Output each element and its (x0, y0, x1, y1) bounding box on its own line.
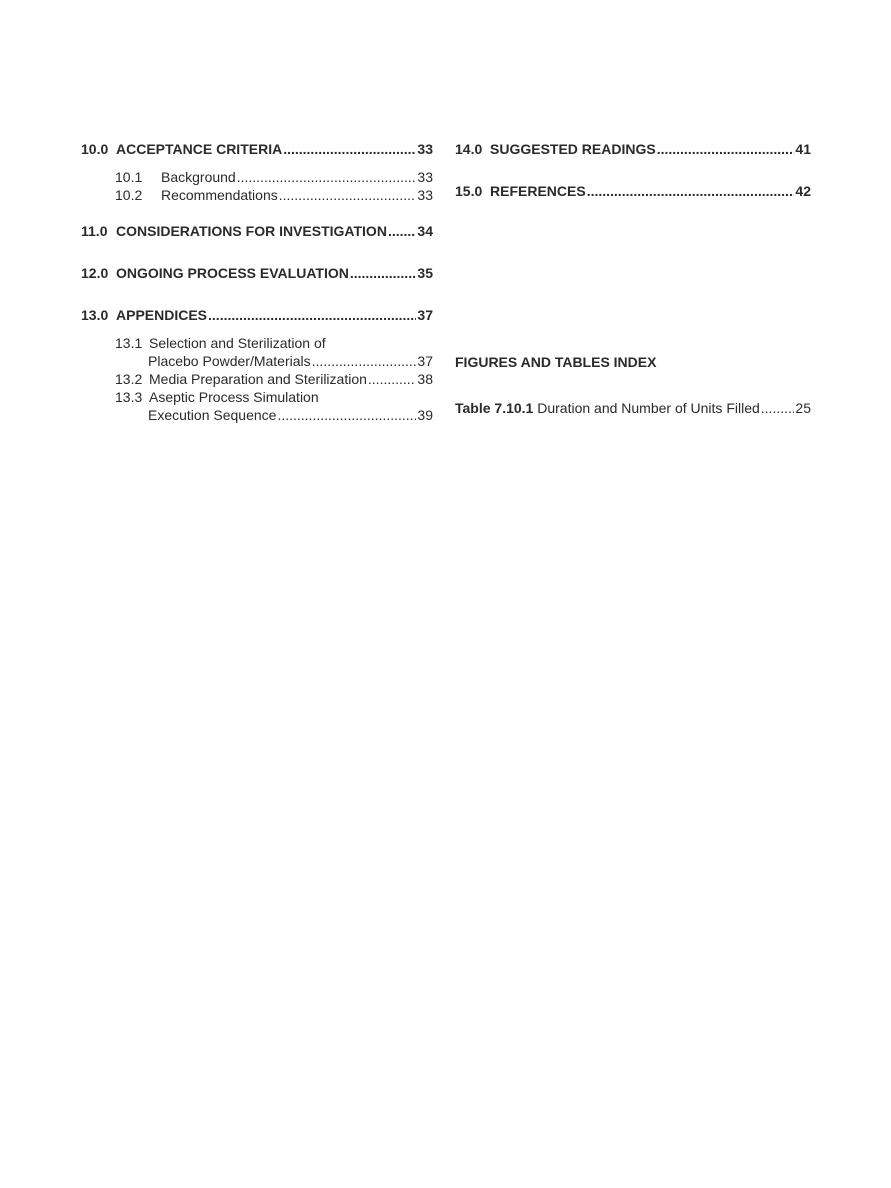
toc-entry-14[interactable] (455, 140, 811, 158)
toc-entry-10-1[interactable] (81, 168, 433, 186)
toc-left-column (81, 140, 433, 424)
leader-dots (279, 186, 417, 204)
page-number: 39 (417, 407, 433, 423)
toc-entry-13[interactable] (81, 306, 433, 324)
page-number: 33 (417, 169, 433, 185)
leader-dots (283, 140, 416, 158)
toc-entry-13-1-line2[interactable] (81, 352, 433, 370)
page-number: 37 (417, 353, 433, 369)
table-label: Table 7.10.1 (455, 400, 534, 416)
page-number: 35 (417, 265, 433, 281)
subsection-title: Selection and Sterilization of (149, 335, 326, 351)
toc-entry-13-2[interactable] (81, 370, 433, 388)
section-title: APPENDICES (116, 307, 208, 323)
leader-dots (350, 264, 417, 282)
leader-dots (237, 168, 417, 186)
toc-entry-13-1-line1[interactable] (81, 334, 433, 352)
subsection-number: 13.1 (115, 335, 143, 351)
subsection-title: Recommendations (161, 187, 278, 203)
page-number: 41 (795, 141, 811, 157)
section-number: 12.0 (81, 265, 109, 281)
leader-dots (312, 352, 417, 370)
section-title: SUGGESTED READINGS (490, 141, 656, 157)
page-number: 34 (417, 223, 433, 239)
subsection-number: 13.2 (115, 371, 143, 387)
page-number: 25 (795, 400, 811, 416)
leader-dots (761, 399, 795, 417)
page-number: 37 (417, 307, 433, 323)
toc-entry-10[interactable] (81, 140, 433, 158)
leader-dots (277, 406, 416, 424)
toc-entry-13-3-line1[interactable] (81, 388, 433, 406)
leader-dots (587, 182, 795, 200)
section-title: CONSIDERATIONS FOR INVESTIGATION (116, 223, 387, 239)
page-number: 33 (417, 141, 433, 157)
subsection-number: 10.2 (115, 187, 143, 203)
leader-dots (368, 370, 417, 388)
toc-entry-13-3-line2[interactable] (81, 406, 433, 424)
toc-right-column (455, 140, 811, 417)
toc-entry-11[interactable] (81, 222, 433, 240)
subsection-number: 13.3 (115, 389, 143, 405)
section-title: REFERENCES (490, 183, 586, 199)
leader-dots (657, 140, 795, 158)
leader-dots (208, 306, 416, 324)
subsection-title-continued: Placebo Powder/Materials (148, 353, 311, 369)
toc-entry-10-2[interactable] (81, 186, 433, 204)
toc-entry-table-7-10-1[interactable] (455, 399, 811, 417)
leader-dots (388, 222, 416, 240)
table-title: Duration and Number of Units Filled (537, 400, 760, 416)
section-number: 11.0 (81, 223, 108, 239)
toc-entry-12[interactable] (81, 264, 433, 282)
toc-entry-15[interactable] (455, 182, 811, 200)
section-title: ONGOING PROCESS EVALUATION (116, 265, 349, 281)
subsection-title-continued: Execution Sequence (148, 407, 277, 423)
page-number: 38 (417, 371, 433, 387)
section-number: 10.0 (81, 141, 109, 157)
subsection-number: 10.1 (115, 169, 143, 185)
section-number: 15.0 (455, 183, 483, 199)
figures-tables-index-heading: FIGURES AND TABLES INDEX (455, 354, 657, 370)
section-number: 13.0 (81, 307, 109, 323)
subsection-title: Background (161, 169, 236, 185)
page-number: 42 (795, 183, 811, 199)
subsection-title: Media Preparation and Sterilization (149, 371, 367, 387)
section-title: ACCEPTANCE CRITERIA (116, 141, 283, 157)
section-number: 14.0 (455, 141, 483, 157)
subsection-title: Aseptic Process Simulation (149, 389, 319, 405)
page-number: 33 (417, 187, 433, 203)
